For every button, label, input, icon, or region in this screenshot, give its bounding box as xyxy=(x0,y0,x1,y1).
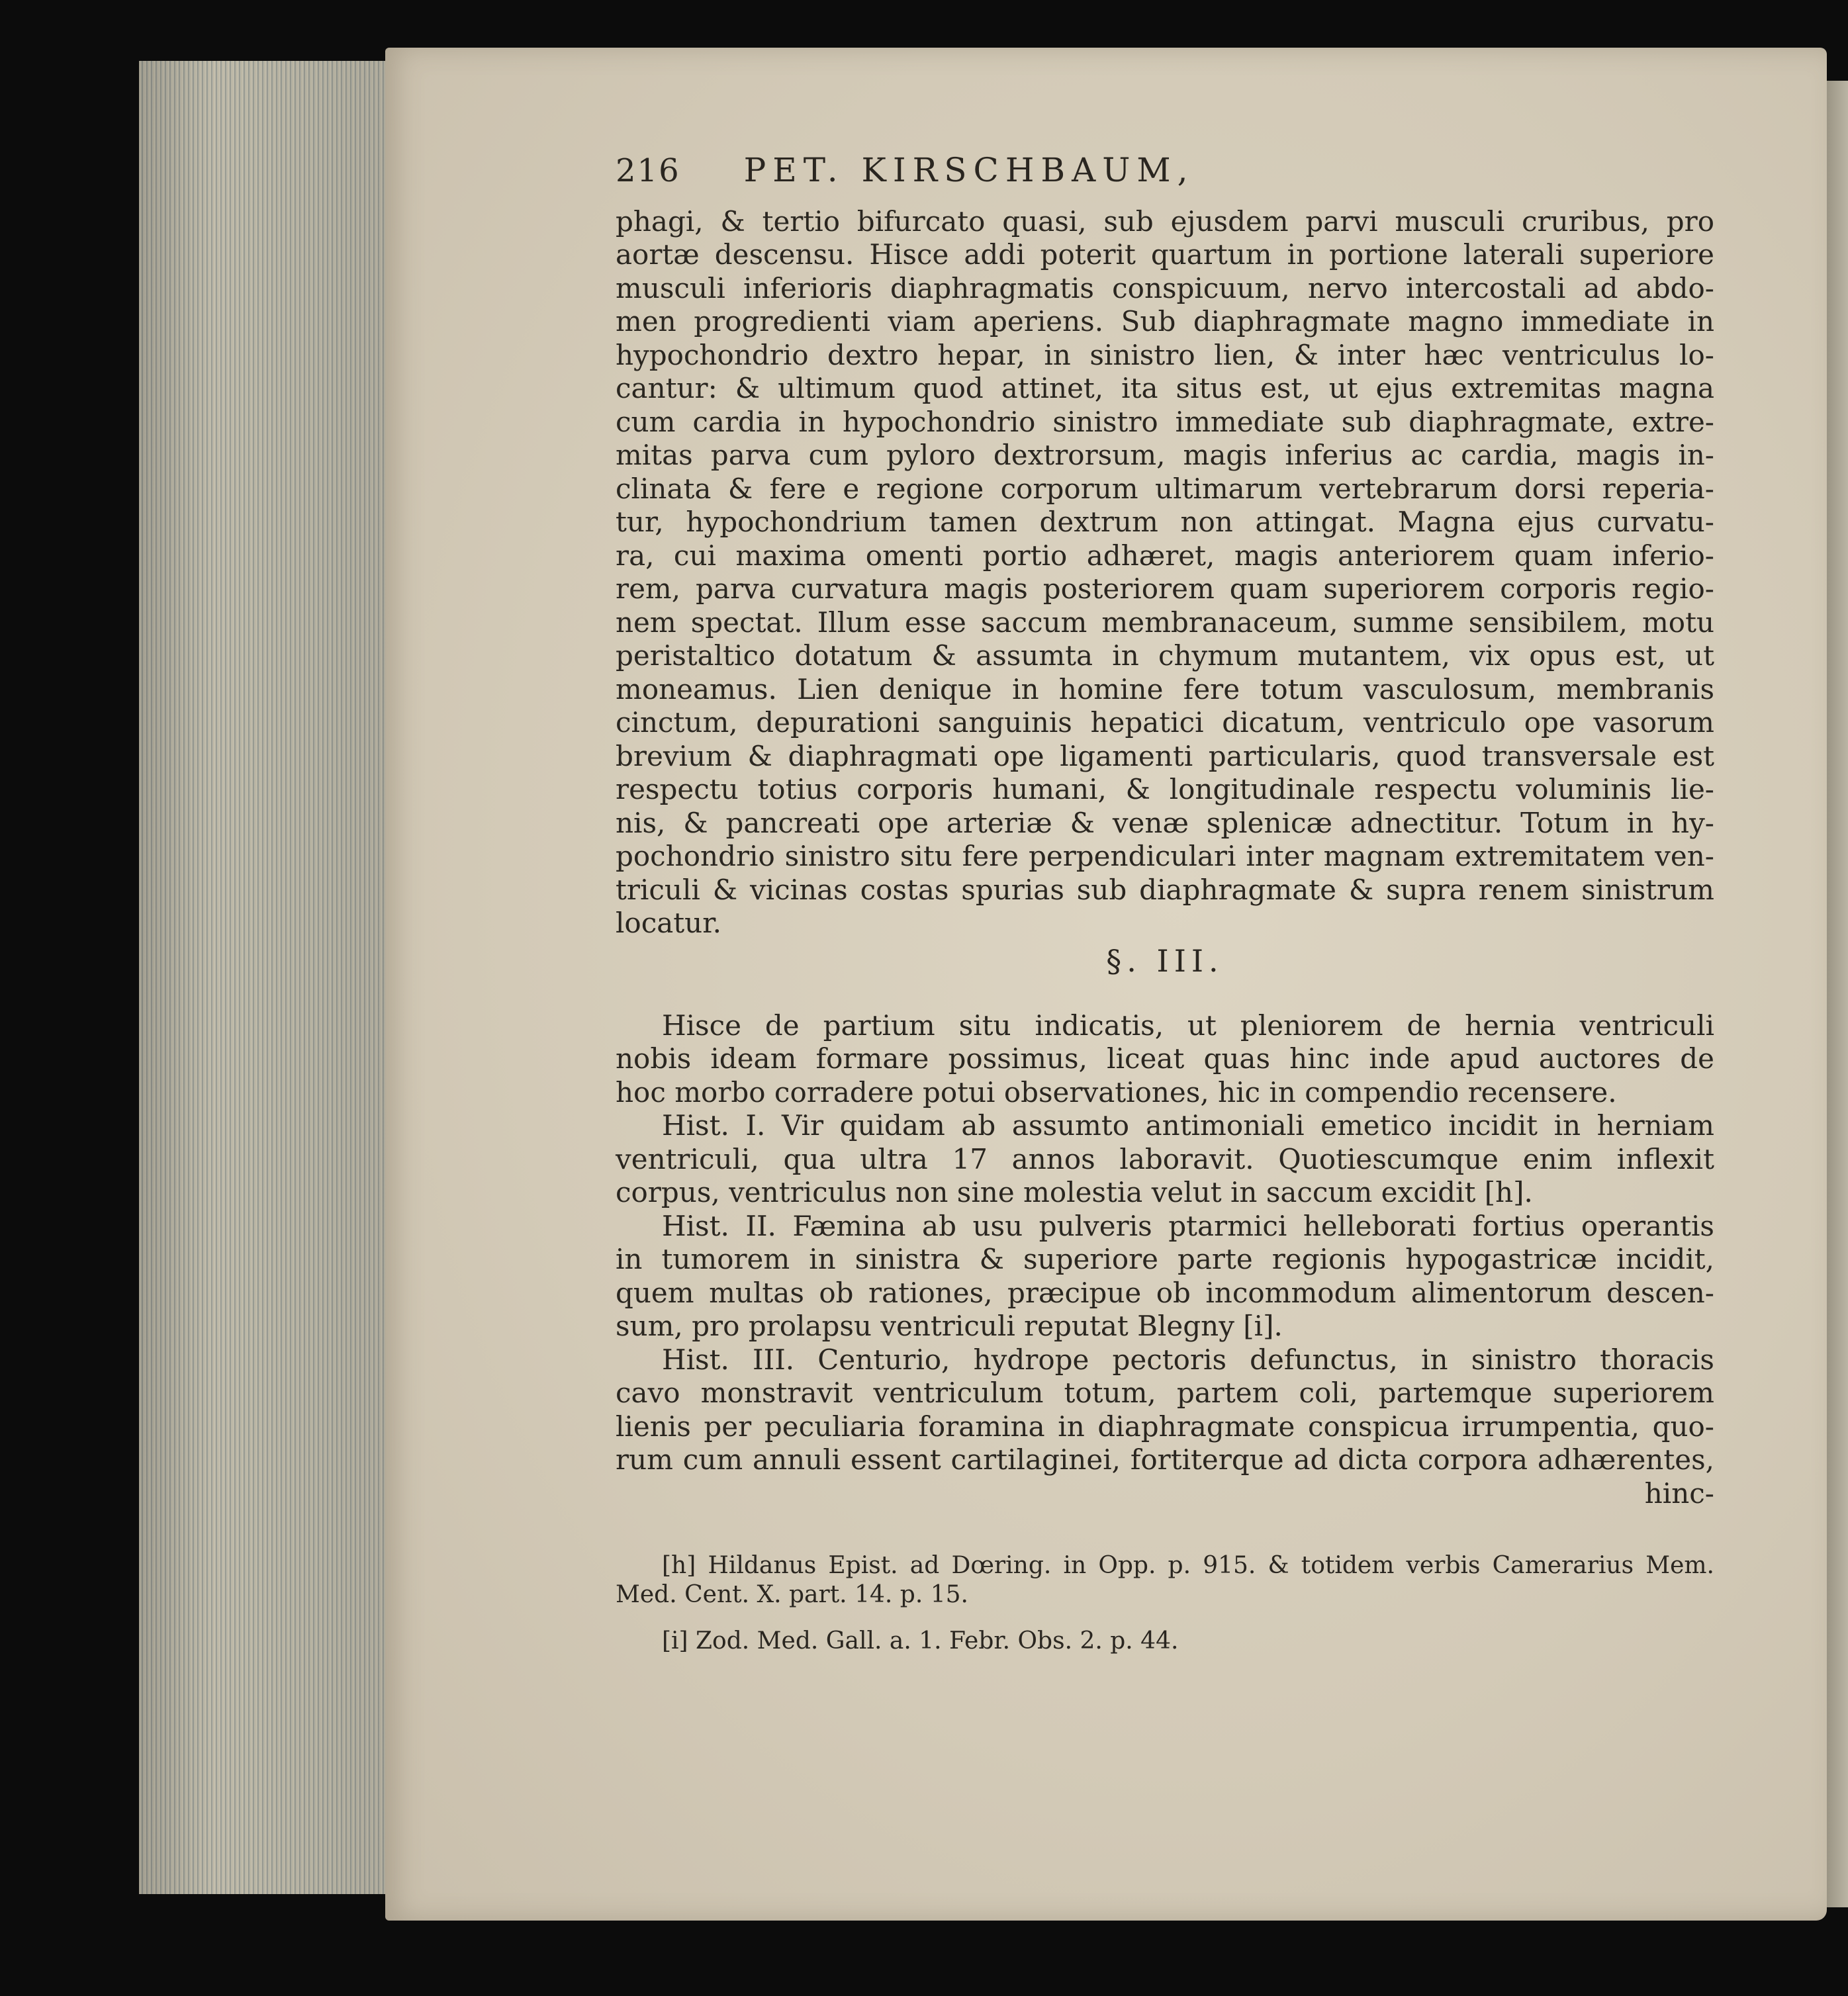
footnote-h: [h] Hildanus Epist. ad Dœring. in Opp. p. 915. & totidem verbis Camerarius Mem. xyxy=(662,1552,1714,1579)
text-line: locatur. xyxy=(616,907,722,939)
text-line: brevium & diaphragmati ope ligamenti particularis, quod transversale est xyxy=(616,739,1714,772)
text-line: phagi, & tertio bifurcato quasi, sub ejusdem parvi musculi cruribus, pro xyxy=(616,204,1714,238)
text-line: cantur: & ultimum quod attinet, ita situs est, ut ejus extremitas magna xyxy=(616,372,1714,404)
footnote-h-continued: Med. Cent. X. part. 14. p. 15. xyxy=(616,1581,968,1608)
text-line: cum cardia in hypochondrio sinistro immediate sub diaphragmate, extre- xyxy=(616,405,1714,438)
text-line: Hisce de partium situ indicatis, ut pleniorem de hernia ventriculi xyxy=(662,1009,1714,1042)
text-line: musculi inferioris diaphragmatis conspicuum, nervo intercostali ad abdo- xyxy=(616,271,1714,304)
text-line: cinctum, depurationi sanguinis hepatici dicatum, ventriculo ope vasorum xyxy=(616,706,1714,739)
text-line: ra, cui maxima omenti portio adhæret, magis anteriorem quam inferio- xyxy=(616,539,1714,572)
text-line: peristaltico dotatum & assumta in chymum mutantem, vix opus est, ut xyxy=(616,639,1714,672)
text-line: mitas parva cum pyloro dextrorsum, magis inferius ac cardia, magis in- xyxy=(616,439,1714,471)
text-line: rem, parva curvatura magis posteriorem quam superiorem corporis regio- xyxy=(616,572,1714,605)
text-line: hoc morbo corradere potui observationes, hic in compendio recensere. xyxy=(616,1075,1617,1109)
text-line: hypochondrio dextro hepar, in sinistro lien, & inter hæc ventriculus lo- xyxy=(616,338,1714,371)
text-line: ventriculi, qua ultra 17 annos laboravit. Quotiescumque enim inflexit xyxy=(616,1142,1714,1175)
page-edges-shadow xyxy=(139,61,391,1894)
text-line: Hist. II. Fæmina ab usu pulveris ptarmici helleborati fortius operantis xyxy=(662,1209,1714,1242)
text-line: triculi & vicinas costas spurias sub diaphragmate & supra renem sinistrum xyxy=(616,873,1714,906)
page-header xyxy=(616,151,1714,189)
text-line: clinata & fere e regione corporum ultimarum vertebrarum dorsi reperia- xyxy=(616,472,1714,505)
text-line: tur, hypochondrium tamen dextrum non attingat. Magna ejus curvatu- xyxy=(616,506,1714,538)
paragraph-hist-2 xyxy=(616,1210,1714,1343)
text-line: Hist. I. Vir quidam ab assumto antimoniali emetico incidit in herniam xyxy=(662,1109,1714,1142)
text-line: nobis ideam formare possimus, liceat quas hinc inde apud auctores de xyxy=(616,1042,1714,1075)
paragraph-hist-3 xyxy=(616,1343,1714,1511)
text-line: corpus, ventriculus non sine molestia velut in saccum excidit [h]. xyxy=(616,1176,1533,1208)
text-line: in tumorem in sinistra & superiore parte regionis hypogastricæ incidit, xyxy=(616,1243,1714,1275)
text-line: sum, pro prolapsu ventriculi reputat Blegny [i]. xyxy=(616,1310,1283,1342)
text-line: nis, & pancreati ope arteriæ & venæ splenicæ adnectitur. Totum in hy- xyxy=(616,806,1714,839)
footnotes xyxy=(616,1551,1714,1656)
facing-page-edge xyxy=(1827,81,1848,1907)
text-line: moneamus. Lien denique in homine fere totum vasculosum, membranis xyxy=(616,672,1714,705)
text-line: aortæ descensu. Hisce addi poterit quartum in portione laterali superiore xyxy=(616,238,1714,271)
text-line: men progredienti viam aperiens. Sub diaphragmate magno immediate in xyxy=(616,305,1714,338)
paragraph-2 xyxy=(616,1009,1714,1110)
paragraph-1 xyxy=(616,205,1714,940)
page-number: 216 xyxy=(616,152,680,189)
paragraph-hist-1 xyxy=(616,1109,1714,1210)
catchword: hinc- xyxy=(1644,1476,1714,1510)
text-line: rum cum annuli essent cartilaginei, fortiterque ad dicta corpora adhærentes, xyxy=(616,1443,1714,1476)
text-line: lienis per peculiaria foramina in diaphragmate conspicua irrumpentia, quo- xyxy=(616,1410,1714,1443)
text-line: Hist. III. Centurio, hydrope pectoris defunctus, in sinistro thoracis xyxy=(662,1343,1714,1376)
footnote-i: [i] Zod. Med. Gall. a. 1. Febr. Obs. 2. p. 44. xyxy=(662,1627,1179,1655)
page-text xyxy=(616,151,1714,1656)
text-line: quem multas ob rationes, præcipue ob incommodum alimentorum descen- xyxy=(616,1276,1714,1309)
text-line: cavo monstravit ventriculum totum, partem coli, partemque superiorem xyxy=(616,1377,1714,1409)
text-line: nem spectat. Illum esse saccum membranaceum, summe sensibilem, motu xyxy=(616,606,1714,639)
text-line: respectu totius corporis humani, & longitudinale respectu voluminis lie- xyxy=(616,773,1714,805)
section-heading: §. III. xyxy=(1106,942,1224,979)
text-line: pochondrio sinistro situ fere perpendiculari inter magnam extremitatem ven- xyxy=(616,840,1714,872)
running-head: PET. KIRSCHBAUM, xyxy=(743,151,1195,189)
